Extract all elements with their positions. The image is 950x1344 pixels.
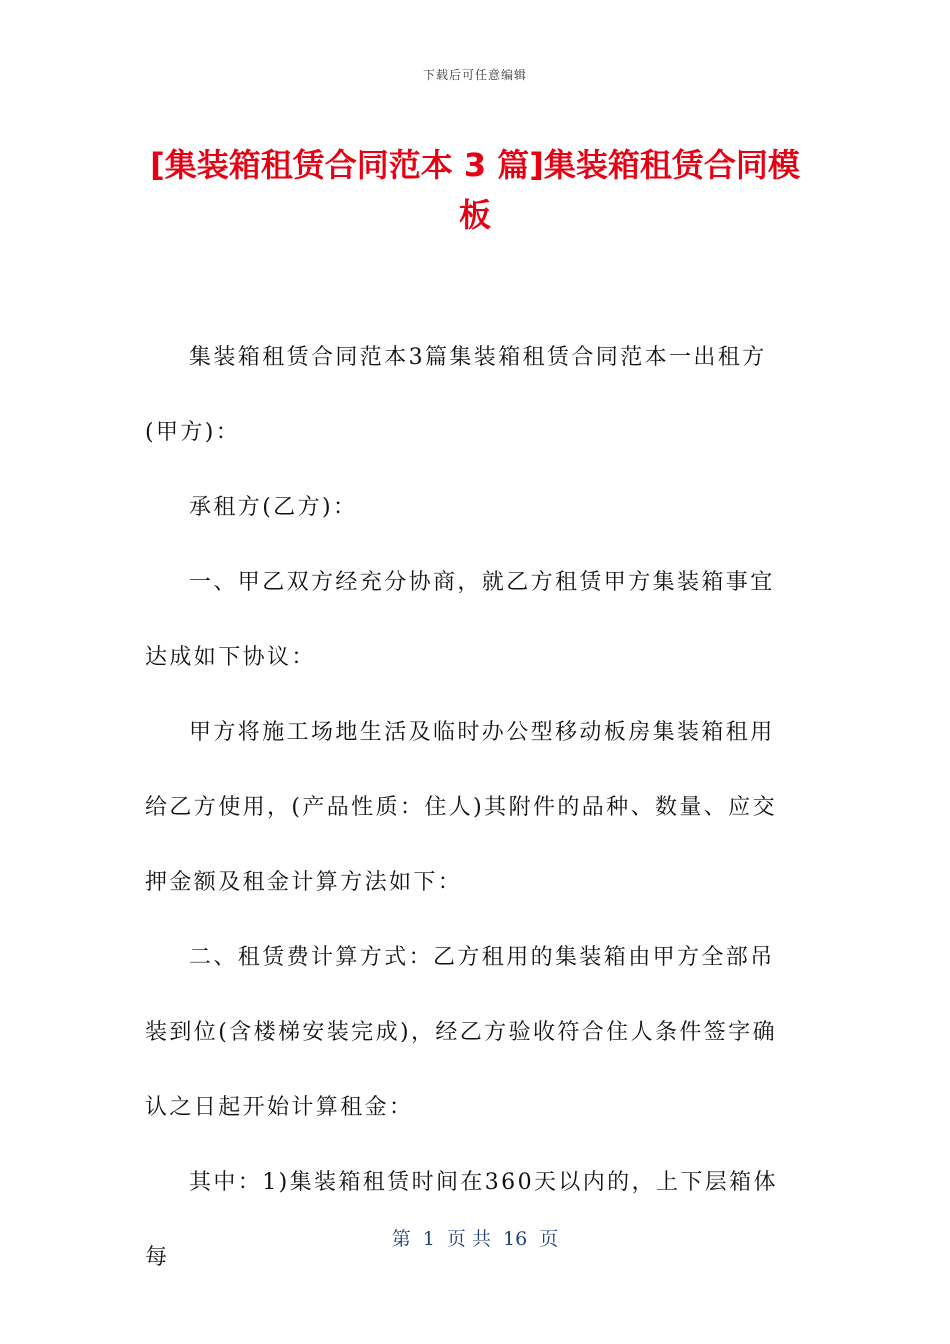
paragraph: 承租方(乙方)： xyxy=(189,495,358,520)
paragraph: 集装箱租赁合同范本3篇集装箱租赁合同范本一出租方(甲方)： xyxy=(145,345,767,445)
paragraph: 其中：1)集装箱租赁时间在360天以内的，上下层箱体每 xyxy=(145,1170,778,1270)
paragraph: 一、甲乙双方经充分协商，就乙方租赁甲方集装箱事宜达成如下协议： xyxy=(145,570,775,670)
document-body xyxy=(145,320,795,1295)
header-note: 下载后可任意编辑 xyxy=(422,68,527,82)
paragraph: 甲方将施工场地生活及临时办公型移动板房集装箱租用给乙方使用，(产品性质：住人)其附件的品种、数量、应交押金额及租金计算方法如下： xyxy=(145,720,777,895)
document-title: [集装箱租赁合同范本 3 篇]集装箱租赁合同模板 xyxy=(150,146,800,234)
page-number-footer: 第 1 页 共 16 页 xyxy=(391,1228,559,1250)
paragraph: 二、租赁费计算方式：乙方租用的集装箱由甲方全部吊装到位(含楼梯安装完成)，经乙方验收符合住人条件签字确认之日起开始计算租金： xyxy=(145,945,777,1120)
